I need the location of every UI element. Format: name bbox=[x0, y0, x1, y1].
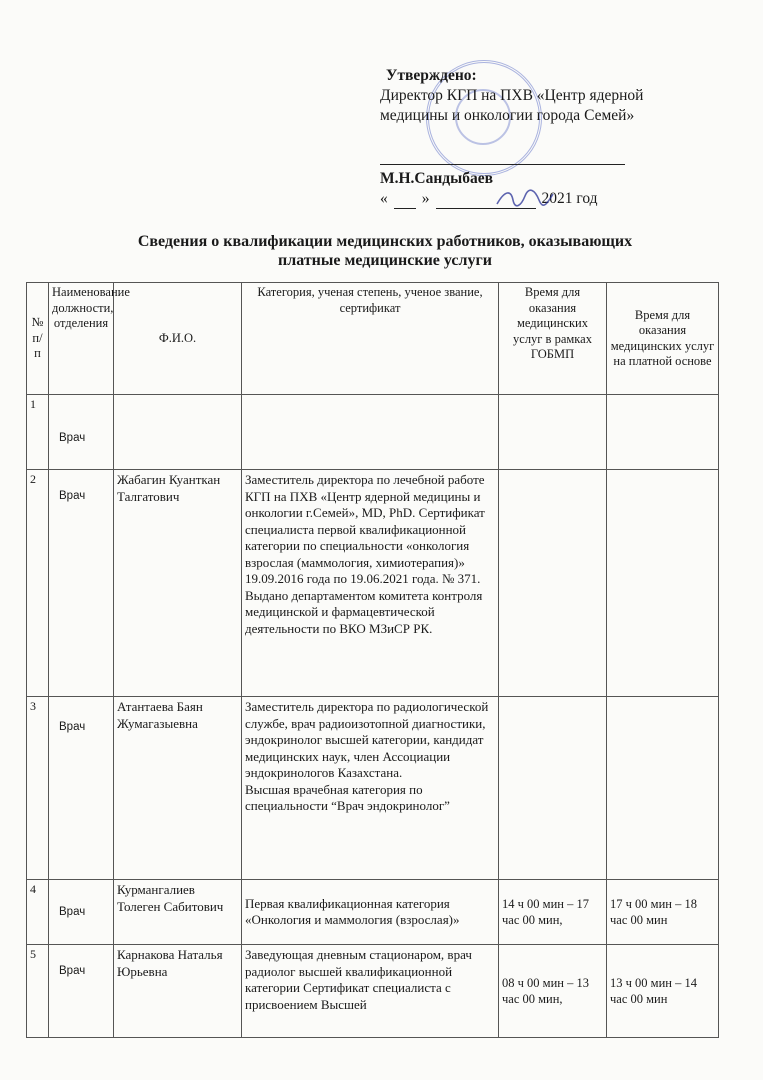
approval-line-1: Директор КГП на ПХВ «Центр ядерной bbox=[380, 87, 644, 104]
row-num: 5 bbox=[27, 945, 49, 1038]
row-category: Заместитель директора по лечебной работе КГП на ПХВ «Центр ядерной медицины и онкологии г.Семей», MD, PhD. Сертификат специалиста первой квалификационной категории по специальности «онкология взрослая (маммология, химиотерапия)» 19.09.2016 года по 19.06.2021 года. № 371. Выдано департаментом комитета контроля медицинской и фармацевтической деятельности по ВКО МЗиСР РК. bbox=[242, 470, 499, 697]
row-time-paid: 13 ч 00 мин – 14 час 00 мин bbox=[607, 945, 719, 1038]
row-num: 3 bbox=[27, 697, 49, 880]
table-header-row bbox=[27, 283, 719, 395]
row-num: 1 bbox=[27, 395, 49, 470]
row-time-gobmp bbox=[499, 470, 607, 697]
row-position: Врач bbox=[49, 880, 114, 945]
row-position: Врач bbox=[49, 697, 114, 880]
row-name bbox=[114, 395, 242, 470]
table-row bbox=[27, 880, 719, 945]
heading-line-1: Сведения о квалификации медицинских работников, оказывающих bbox=[137, 233, 633, 250]
row-time-gobmp bbox=[499, 697, 607, 880]
header-name: Ф.И.О. bbox=[114, 283, 242, 395]
row-category: Заместитель директора по радиологической службе, врач радиоизотопной диагностики, эндокринолог высшей категории, кандидат медицинских наук, член Ассоциации эндокринологов Казахстана. bbox=[245, 699, 489, 780]
row-num: 4 bbox=[27, 880, 49, 945]
table-row bbox=[27, 395, 719, 470]
date-year: 2021 год bbox=[541, 190, 598, 207]
header-position: Наименование должности, отделения bbox=[49, 283, 114, 395]
row-position: Врач bbox=[49, 470, 114, 697]
approval-line-2: медицины и онкологии города Семей» bbox=[380, 107, 635, 124]
table-row bbox=[27, 470, 719, 697]
header-num: № п/п bbox=[27, 283, 49, 395]
date-close-quote: » bbox=[421, 190, 430, 207]
row-num: 2 bbox=[27, 470, 49, 697]
row-category: Заведующая дневным стационаром, врач радиолог высшей квалификационной категории Сертификат специалиста с присвоением Высшей bbox=[242, 945, 499, 1038]
row-time-gobmp: 08 ч 00 мин – 13 час 00 мин, bbox=[499, 945, 607, 1038]
row-time-gobmp bbox=[499, 395, 607, 470]
handwritten-signature bbox=[495, 186, 555, 210]
qualifications-table bbox=[26, 282, 719, 1038]
row-time-paid bbox=[607, 470, 719, 697]
row-category-extra: Высшая врачебная категория по специальности “Врач эндокринолог” bbox=[245, 781, 450, 813]
date-day-blank bbox=[394, 192, 416, 209]
row-category bbox=[242, 395, 499, 470]
table-row bbox=[27, 697, 719, 880]
row-position: Врач bbox=[49, 395, 114, 470]
table-row bbox=[27, 945, 719, 1038]
signature-line bbox=[380, 164, 625, 165]
date-open-quote: « bbox=[380, 190, 388, 207]
row-name: Курмангалиев Толеген Сабитович bbox=[114, 880, 242, 945]
row-time-paid bbox=[607, 395, 719, 470]
row-name: Жабагин Куанткан Талгатович bbox=[114, 470, 242, 697]
document-heading bbox=[40, 232, 730, 270]
row-time-paid: 17 ч 00 мин – 18 час 00 мин bbox=[607, 880, 719, 945]
row-time-paid bbox=[607, 697, 719, 880]
header-time-gobmp: Время для оказания медицинских услуг в рамках ГОБМП bbox=[499, 283, 607, 395]
row-name: Карнакова Наталья Юрьевна bbox=[114, 945, 242, 1038]
header-category: Категория, ученая степень, ученое звание, сертификат bbox=[242, 283, 499, 395]
row-position: Врач bbox=[49, 945, 114, 1038]
signer-name: М.Н.Сандыбаев bbox=[380, 170, 494, 187]
row-category-cell bbox=[242, 697, 499, 880]
header-time-paid: Время для оказания медицинских услуг на платной основе bbox=[607, 283, 719, 395]
row-time-gobmp: 14 ч 00 мин – 17 час 00 мин, bbox=[499, 880, 607, 945]
row-category: Первая квалификационная категория «Онкология и маммология (взрослая)» bbox=[242, 880, 499, 945]
approval-label: Утверждено: bbox=[386, 67, 477, 84]
heading-line-2: платные медицинские услуги bbox=[278, 252, 492, 269]
row-name: Атантаева Баян Жумагазыевна bbox=[114, 697, 242, 880]
